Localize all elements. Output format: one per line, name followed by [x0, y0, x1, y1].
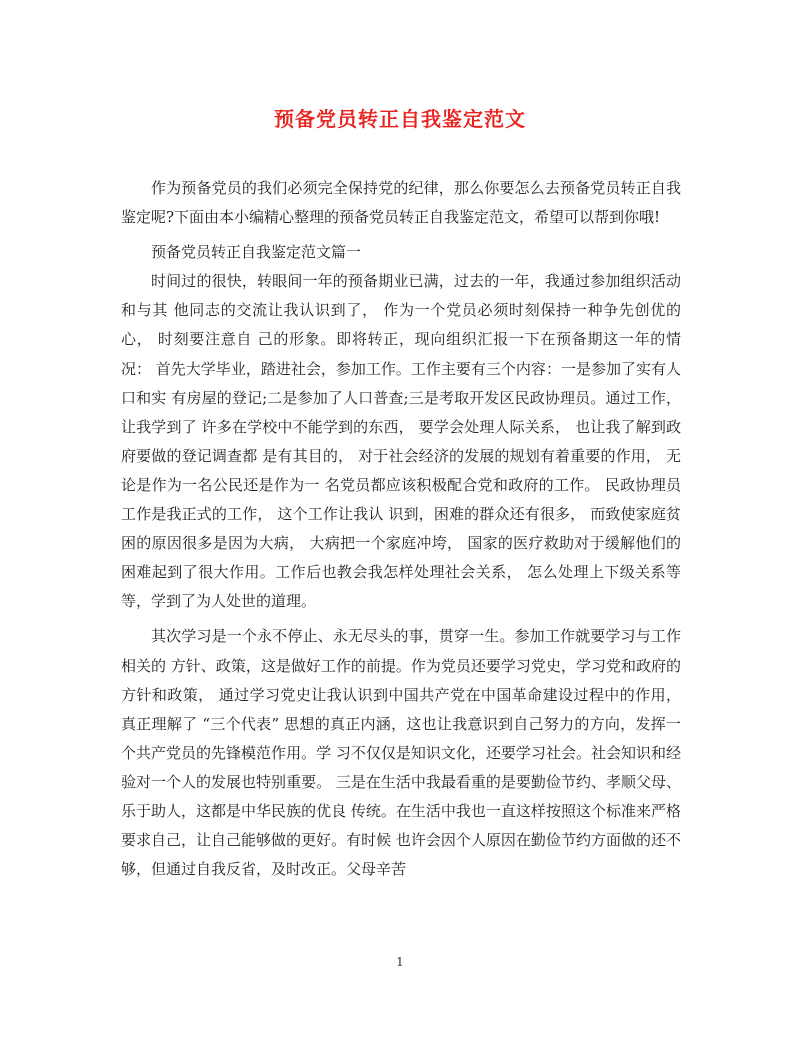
body-paragraph-1: 时间过的很快，转眼间一年的预备期业已满，过去的一年，我通过参加组织活动和与其 他同志的交流让我认识到了， 作为一个党员必须时刻保持一种争先创优的心， 时刻要注意自 己的形象。即将转正，现向组织汇报一下在预备期这一年的情况： 首先大学毕业，踏进社会，参加工作。工作主要有三个内容：一是参加了实有人口和实 有房屋的登记;二是参加了人口普查;三是考取开发区民政协理员。通过工作，让我学到了 许多在学校中不能学到的东西， 要学会处理人际关系， 也让我了解到政府要做的登记调查都 是有其目的， 对于社会经济的发展的规划有着重要的作用， 无论是作为一名公民还是作为一 名党员都应该积极配合党和政府的工作。 民政协理员工作是我正式的工作， 这个工作让我认 识到，困难的群众还有很多， 而致使家庭贫困的原因很多是因为大病， 大病把一个家庭冲垮， 国家的医疗救助对于缓解他们的困难起到了很大作用。工作后也教会我怎样处理社会关系， 怎么处理上下级关系等等，学到了为人处世的道理。	[121, 272, 681, 611]
document-title: 预备党员转正自我鉴定范文	[274, 107, 526, 131]
section-heading: 预备党员转正自我鉴定范文篇一	[151, 243, 362, 262]
page-number: 1	[396, 955, 404, 969]
document-body	[121, 174, 681, 890]
body-paragraph-2: 其次学习是一个永不停止、永无尽头的事，贯穿一生。参加工作就要学习与工作相关的 方针、政策，这是做好工作的前提。作为党员还要学习党史，学习党和政府的方针和政策， 通过学习党史让我认识到中国共产党在中国革命建设过程中的作用， 真正理解了 “三个代表” 思想的真正内涵，这也让我意识到自己努力的方向，发挥一个共产党员的先锋模范作用。学 习不仅仅是知识文化，还要学习社会。社会知识和经验对一个人的发展也特别重要。 三是在生活中我最看重的是要勤俭节约、孝顺父母、乐于助人，这都是中华民族的优良 传统。在生活中我也一直这样按照这个标准来严格要求自己，让自己能够做的更好。有时候 也许会因个人原因在勤俭节约方面做的还不够，但通过自我反省，及时改正。父母辛苦	[121, 627, 681, 879]
intro-paragraph: 作为预备党员的我们必须完全保持党的纪律，那么你要怎么去预备党员转正自我鉴定呢?下面由本小编精心整理的预备党员转正自我鉴定范文，希望可以帮到你哦!	[121, 179, 681, 227]
